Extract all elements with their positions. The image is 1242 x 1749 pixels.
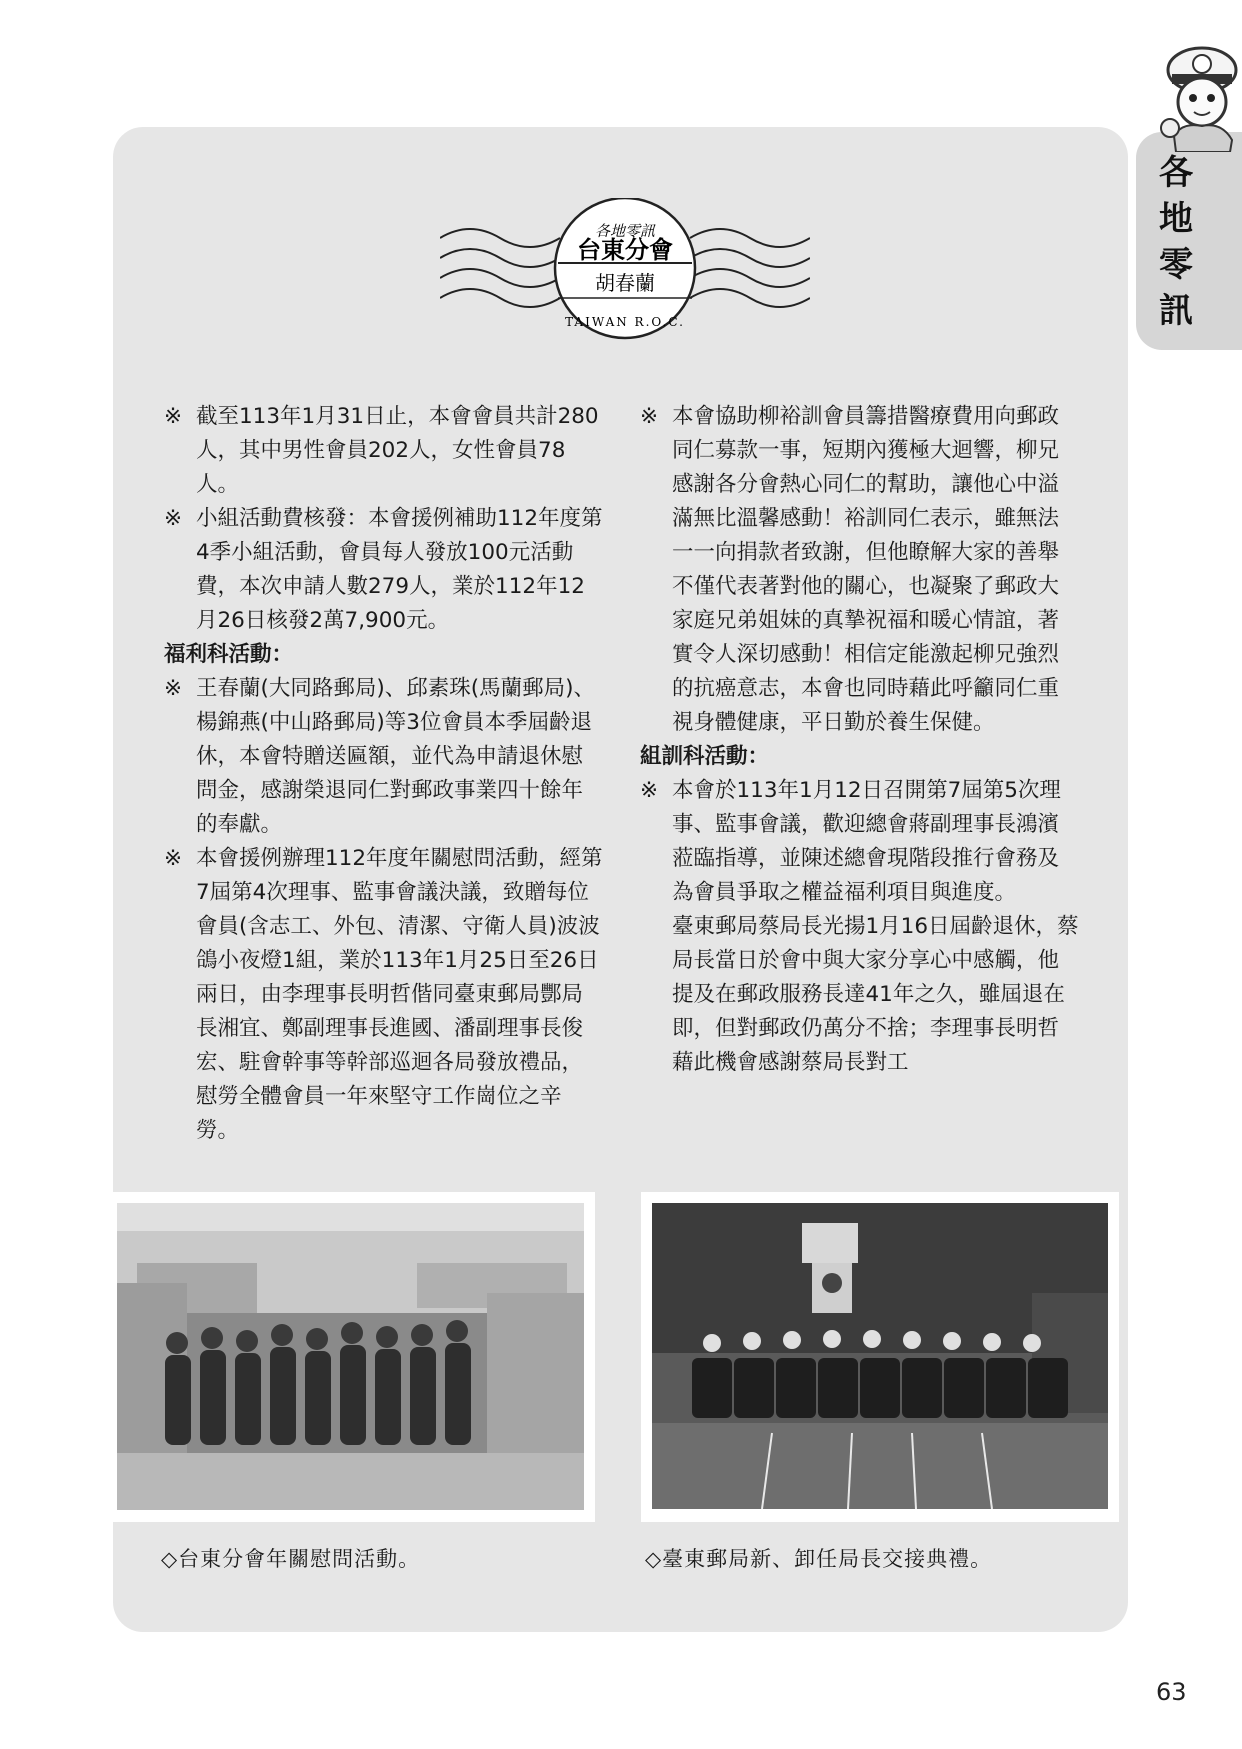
tab-char: 各 <box>1159 153 1193 193</box>
tab-char: 地 <box>1159 199 1193 239</box>
right-column <box>640 400 1080 1080</box>
list-item <box>164 842 604 1148</box>
reference-mark: ※ <box>164 404 183 429</box>
list-item <box>164 400 604 502</box>
postmark-stamp <box>440 198 810 378</box>
reference-mark: ※ <box>164 846 183 871</box>
mascot-illustration <box>1152 40 1242 152</box>
left-column <box>164 400 604 1148</box>
reference-mark: ※ <box>164 506 183 531</box>
section-heading-training: 組訓科活動： <box>640 744 770 769</box>
tab-char: 零 <box>1159 245 1193 285</box>
list-item-text: 本會援例辦理112年度年關慰問活動，經第7屆第4次理事、監事會議決議，致贈每位會員(含志工、外包、清潔、守衛人員)波波鴿小夜燈1組，業於113年1月25日至26日兩日，由李理事長明哲偕同臺東郵局酆局長湘宜、鄭副理事長進國、潘副理事長俊宏、駐會幹事等幹部巡迴各局發放禮品，慰勞全體會員一年來堅守工作崗位之辛勞。 <box>196 846 603 1143</box>
section-heading-welfare: 福利科活動： <box>164 642 294 667</box>
reference-mark: ※ <box>164 676 183 701</box>
section-tab-label <box>1150 150 1202 334</box>
group-photo-handover-ceremony <box>652 1203 1108 1509</box>
page-number: 63 <box>1156 1678 1187 1706</box>
stamp-top-text: 各地零訊 <box>594 222 656 240</box>
list-item-text: 王春蘭(大同路郵局)、邱素珠(馬蘭郵局)、楊錦燕(中山路郵局)等3位會員本季屆齡退休，本會特贈送匾額，並代為申請退休慰問金，感謝榮退同仁對郵政事業四十餘年的奉獻。 <box>196 676 596 837</box>
tab-char: 訊 <box>1159 291 1193 331</box>
list-item-text: 截至113年1月31日止，本會會員共計280人，其中男性會員202人，女性會員78人。 <box>196 404 599 497</box>
list-item-text: 小組活動費核發：本會援例補助112年度第4季小組活動，會員每人發放100元活動費，本次申請人數279人，業於112年12月26日核發2萬7,900元。 <box>196 506 603 633</box>
photo-caption: ◇臺東郵局新、卸任局長交接典禮。 <box>645 1547 993 1571</box>
list-item-text: 本會於113年1月12日召開第7屆第5次理事、監事會議，歡迎總會蔣副理事長鴻濱蒞臨指導，並陳述總會現階段推行會務及為會員爭取之權益福利項目與進度。 <box>672 778 1061 905</box>
body-paragraph: 臺東郵局蔡局長光揚1月16日屆齡退休，蔡局長當日於會中與大家分享心中感觸，他提及在郵政服務長達41年之久，雖屆退在即，但對郵政仍萬分不捨；李理事長明哲藉此機會感謝蔡局長對工 <box>672 914 1079 1075</box>
list-item <box>164 502 604 638</box>
reference-mark: ※ <box>640 778 659 803</box>
stamp-author: 胡春蘭 <box>595 271 655 295</box>
list-item <box>640 774 1080 910</box>
photo-caption: ◇台東分會年關慰問活動。 <box>161 1547 421 1571</box>
stamp-bottom-text: TAIWAN R.O.C. <box>565 315 685 329</box>
group-photo-year-end-visit <box>117 1203 584 1510</box>
list-item-text: 本會協助柳裕訓會員籌措醫療費用向郵政同仁募款一事，短期內獲極大迴響，柳兄感謝各分會熱心同仁的幫助，讓他心中溢滿無比溫馨感動！裕訓同仁表示，雖無法一一向捐款者致謝，但他瞭解大家的善舉不僅代表著對他的關心，也凝聚了郵政大家庭兄弟姐妹的真摯祝福和暖心情誼，著實令人深切感動！相信定能激起柳兄強烈的抗癌意志，本會也同時藉此呼籲同仁重視身體健康，平日勤於養生保健。 <box>672 404 1060 735</box>
reference-mark: ※ <box>640 404 659 429</box>
stamp-branch: 台東分會 <box>577 236 673 264</box>
list-item <box>164 672 604 842</box>
list-item <box>640 400 1080 740</box>
